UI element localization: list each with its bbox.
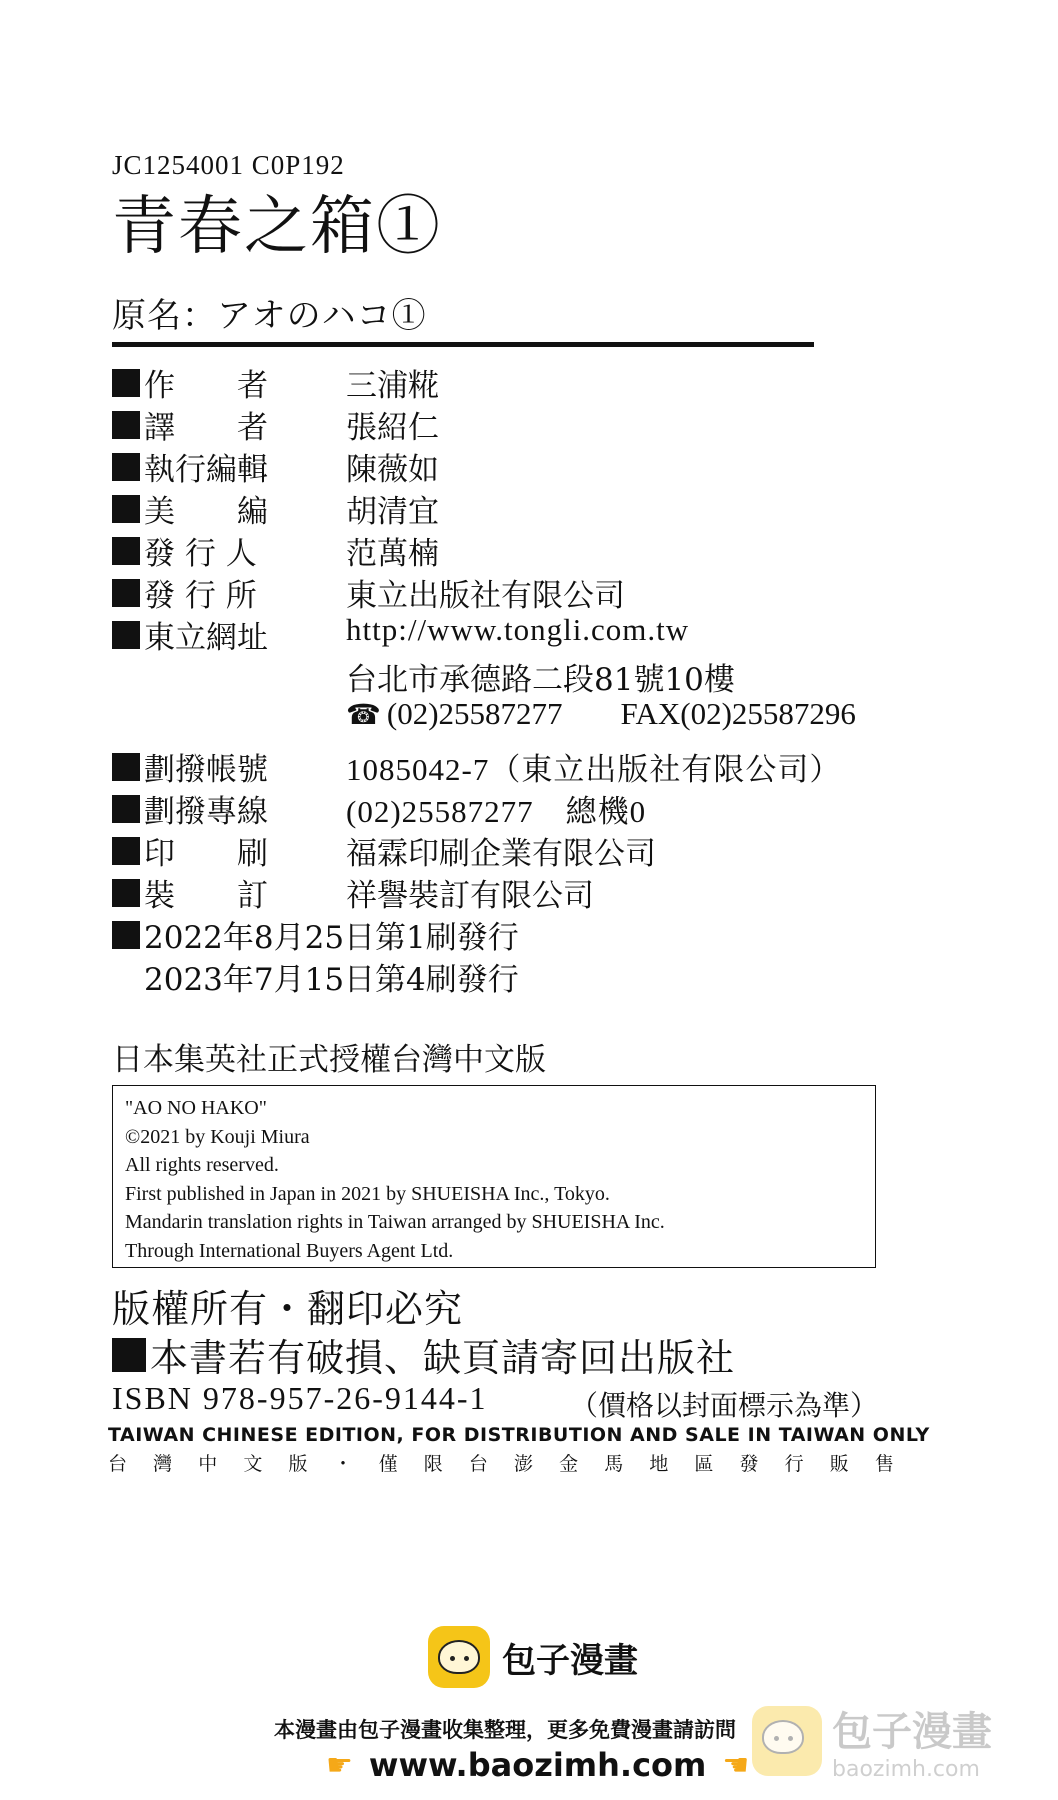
- square-bullet-icon: [112, 537, 140, 565]
- watermark-name: 包子漫畫: [832, 1709, 992, 1755]
- address: 台北市承德路二段81號10樓: [346, 662, 735, 698]
- square-bullet-icon: [112, 879, 140, 907]
- url-row: [326, 1746, 749, 1784]
- credit-label: 發 行 人: [144, 536, 257, 572]
- square-bullet-icon: [112, 795, 140, 823]
- product-code: JC1254001 C0P192: [112, 150, 345, 180]
- copyright-line: All rights reserved.: [125, 1154, 279, 1176]
- site-url-link[interactable]: www.baozimh.com: [368, 1746, 707, 1784]
- credit-label: 執行編輯: [144, 452, 268, 488]
- credit-label: 美 編: [144, 494, 268, 530]
- title-divider: [112, 342, 814, 347]
- square-bullet-icon: [112, 453, 140, 481]
- square-bullet-icon: [112, 369, 140, 397]
- printing-date-2: 2023年7月15日第4刷發行: [144, 962, 519, 998]
- damage-notice: 本書若有破損、缺頁請寄回出版社: [112, 1327, 735, 1382]
- isbn: ISBN 978-957-26-9144-1: [112, 1380, 488, 1416]
- square-bullet-icon: [112, 411, 140, 439]
- book-title: 青春之箱①: [112, 190, 442, 264]
- edition-english: TAIWAN CHINESE EDITION, FOR DISTRIBUTION AND SALE IN TAIWAN ONLY: [108, 1424, 930, 1446]
- copyright-line: First published in Japan in 2021 by SHUEISHA Inc., Tokyo.: [125, 1182, 610, 1205]
- credit-value: 陳薇如: [346, 452, 439, 488]
- authorization-statement: 日本集英社正式授權台灣中文版: [112, 1042, 546, 1078]
- promo-text: 本漫畫由包子漫畫收集整理，更多免費漫畫請訪問: [274, 1718, 736, 1742]
- square-bullet-icon: [112, 837, 140, 865]
- copyright-box: [112, 1085, 876, 1268]
- credit-value: 胡清宜: [346, 494, 439, 530]
- website-link[interactable]: http://www.tongli.com.tw: [346, 612, 690, 647]
- square-bullet-icon: [112, 495, 140, 523]
- watermark: [752, 1700, 992, 1782]
- watermark-url: baozimh.com: [832, 1757, 980, 1782]
- bun-logo-icon: [752, 1706, 822, 1776]
- credit-label: 作 者: [144, 368, 268, 404]
- credit-label: 東立網址: [144, 620, 268, 656]
- credit-value: 張紹仁: [346, 410, 439, 446]
- credit-value: 范萬楠: [346, 536, 439, 572]
- credit-label: 裝 訂: [144, 878, 268, 914]
- credit-value: (02)25587277 總機0: [346, 794, 647, 829]
- copyright-line: Mandarin translation rights in Taiwan arranged by SHUEISHA Inc.: [125, 1211, 665, 1233]
- credit-label: 劃撥帳號: [144, 752, 268, 788]
- original-title: 原名：アオのハコ①: [112, 296, 427, 336]
- credit-value: 三浦糀: [346, 368, 439, 404]
- credit-value: 東立出版社有限公司: [346, 578, 625, 614]
- square-bullet-icon: [112, 753, 140, 781]
- credit-value: 福霖印刷企業有限公司: [346, 836, 656, 872]
- phone-number: (02)25587277: [386, 696, 563, 731]
- telephone-icon: ☎: [346, 700, 381, 731]
- pointing-hand-icon: ☛: [326, 1747, 353, 1783]
- credit-label: 發 行 所: [144, 578, 257, 614]
- baozi-logo[interactable]: [428, 1626, 638, 1688]
- square-bullet-icon: [112, 1338, 146, 1372]
- fax-number: FAX(02)25587296: [620, 696, 856, 731]
- credit-label: 劃撥專線: [144, 794, 268, 830]
- bun-logo-icon: [428, 1626, 490, 1688]
- logo-text: 包子漫畫: [502, 1640, 638, 1681]
- credit-label: 譯 者: [144, 410, 268, 446]
- square-bullet-icon: [112, 579, 140, 607]
- rights-notice: 版權所有・翻印必究: [112, 1287, 464, 1331]
- credit-value: 1085042-7（東立出版社有限公司）: [346, 752, 842, 787]
- edition-chinese: 台 灣 中 文 版 ・ 僅 限 台 澎 金 馬 地 區 發 行 販 售: [108, 1453, 894, 1475]
- pointing-hand-icon: ☚: [722, 1747, 750, 1783]
- square-bullet-icon: [112, 921, 140, 949]
- credit-label: 印 刷: [144, 836, 268, 872]
- copyright-line: "AO NO HAKO": [125, 1097, 267, 1119]
- credit-value: 祥譽裝訂有限公司: [346, 878, 594, 914]
- copyright-line: Through International Buyers Agent Ltd.: [125, 1239, 454, 1262]
- copyright-line: ©2021 by Kouji Miura: [125, 1125, 310, 1148]
- price-note: （價格以封面標示為準）: [570, 1389, 879, 1422]
- square-bullet-icon: [112, 621, 140, 649]
